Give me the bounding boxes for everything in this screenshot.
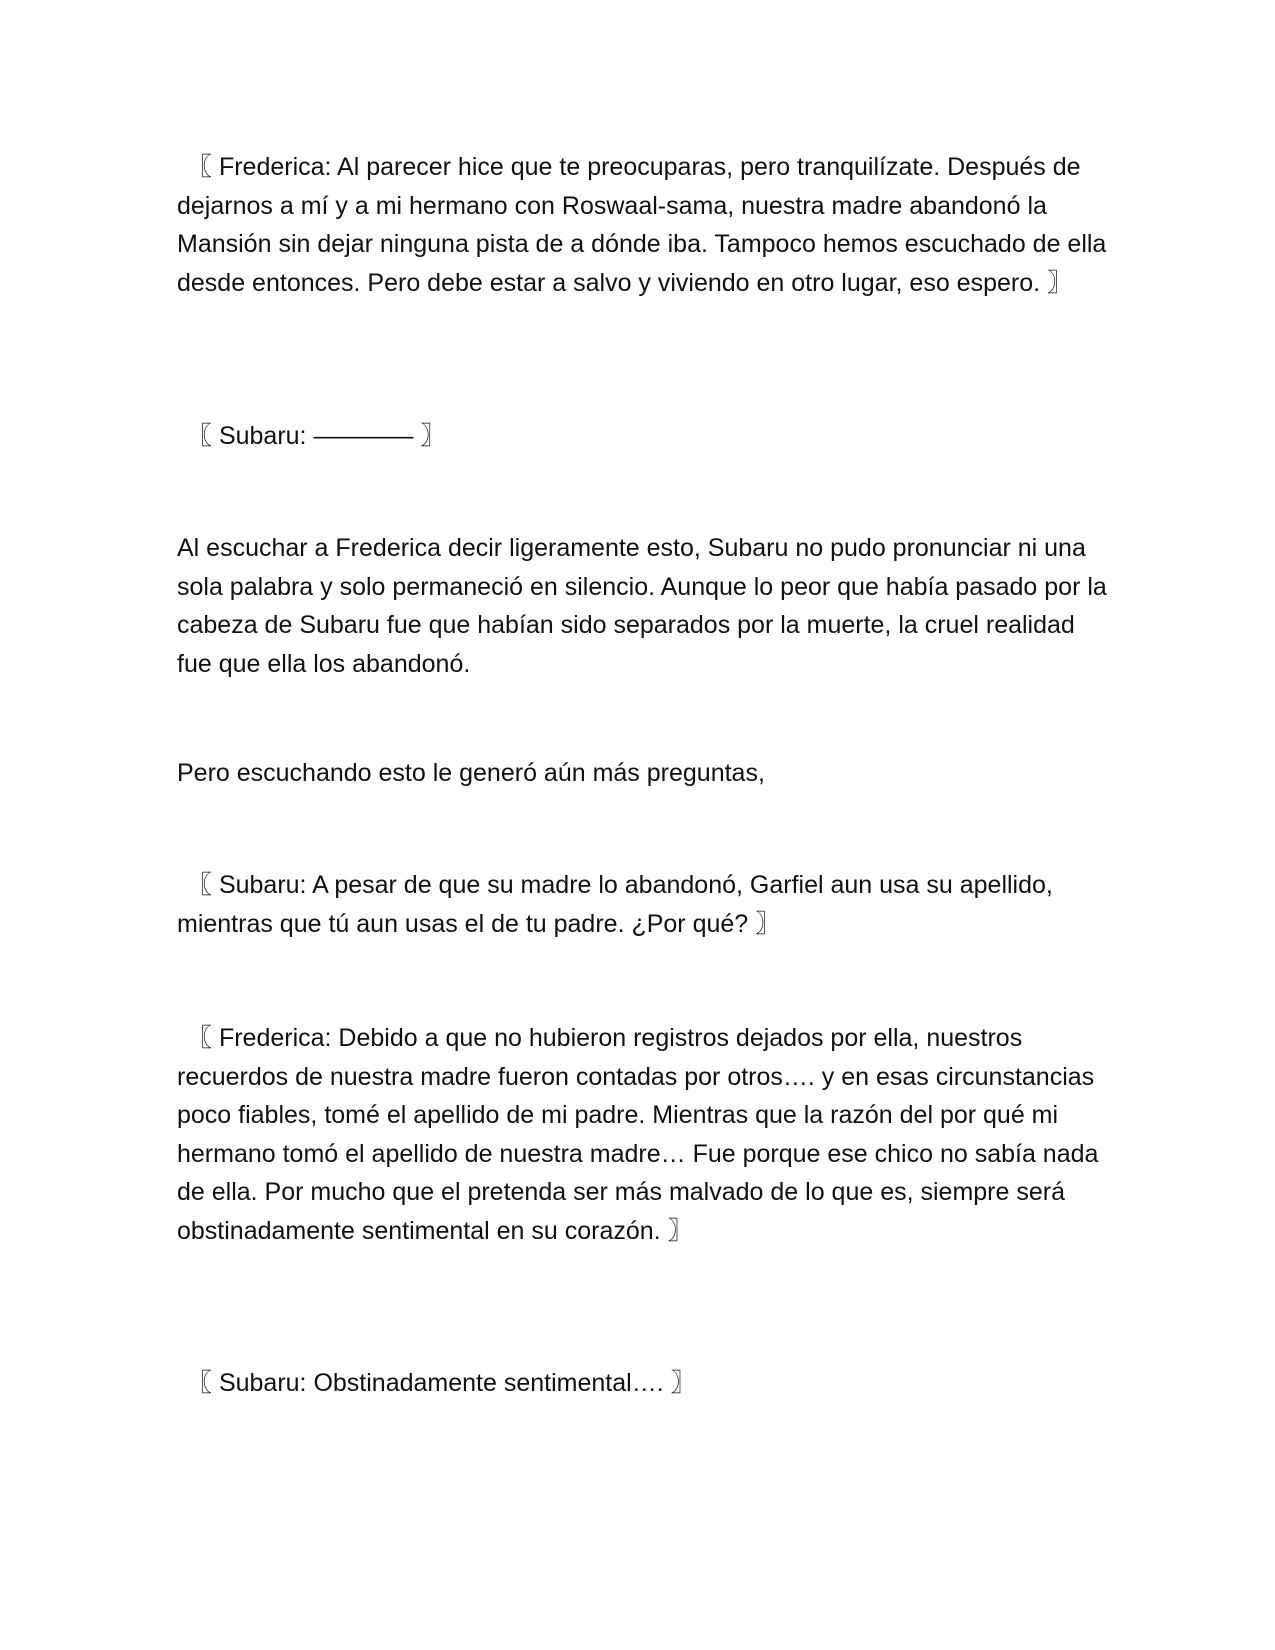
dialogue-frederica-mother-left: 〖 Frederica: Al parecer hice que te preocuparas, pero tranquilízate. Después de dejarnos a mí y a mi hermano con Roswaal-sama, nuestra madre abandonó la Mansión sin dejar ninguna pista de a dónde iba. Tampoco hemos escuchado de ella desde entonces. Pero debe estar a salvo y viviendo en otro lugar, eso espero. 〗: [177, 153, 1107, 297]
dialogue-subaru-sentimental: 〖 Subaru: Obstinadamente sentimental…. 〗: [187, 1369, 696, 1397]
dialogue-frederica-surname-answer: 〖 Frederica: Debido a que no hubieron registros dejados por ella, nuestros recuerdos de nuestra madre fueron contadas por otros…. y en esas circunstancias poco fiables, tomé el apellido de mi padre. Mientras que la razón del por qué mi hermano tomó el apellido de nuestra madre… Fue porque ese chico no sabía nada de ella. Por mucho que el pretenda ser más malvado de lo que es, siempre será obstinadamente sentimental en su corazón. 〗: [177, 1024, 1099, 1245]
narration-subaru-speechless: Al escuchar a Frederica decir ligeramente esto, Subaru no pudo pronunciar ni una sola palabra y solo permaneció en silencio. Aunque lo peor que había pasado por la cabeza de Subaru fue que habían sido separados por la muerte, la cruel realidad fue que ella los abandonó.: [177, 534, 1107, 678]
dialogue-subaru-surname-question: 〖 Subaru: A pesar de que su madre lo abandonó, Garfiel aun usa su apellido, mientras que tú aun usas el de tu padre. ¿Por qué? 〗: [177, 871, 1053, 938]
dialogue-subaru-silence: 〖 Subaru: ———— 〗: [187, 422, 446, 450]
narration-more-questions: Pero escuchando esto le generó aún más preguntas,: [177, 759, 765, 787]
